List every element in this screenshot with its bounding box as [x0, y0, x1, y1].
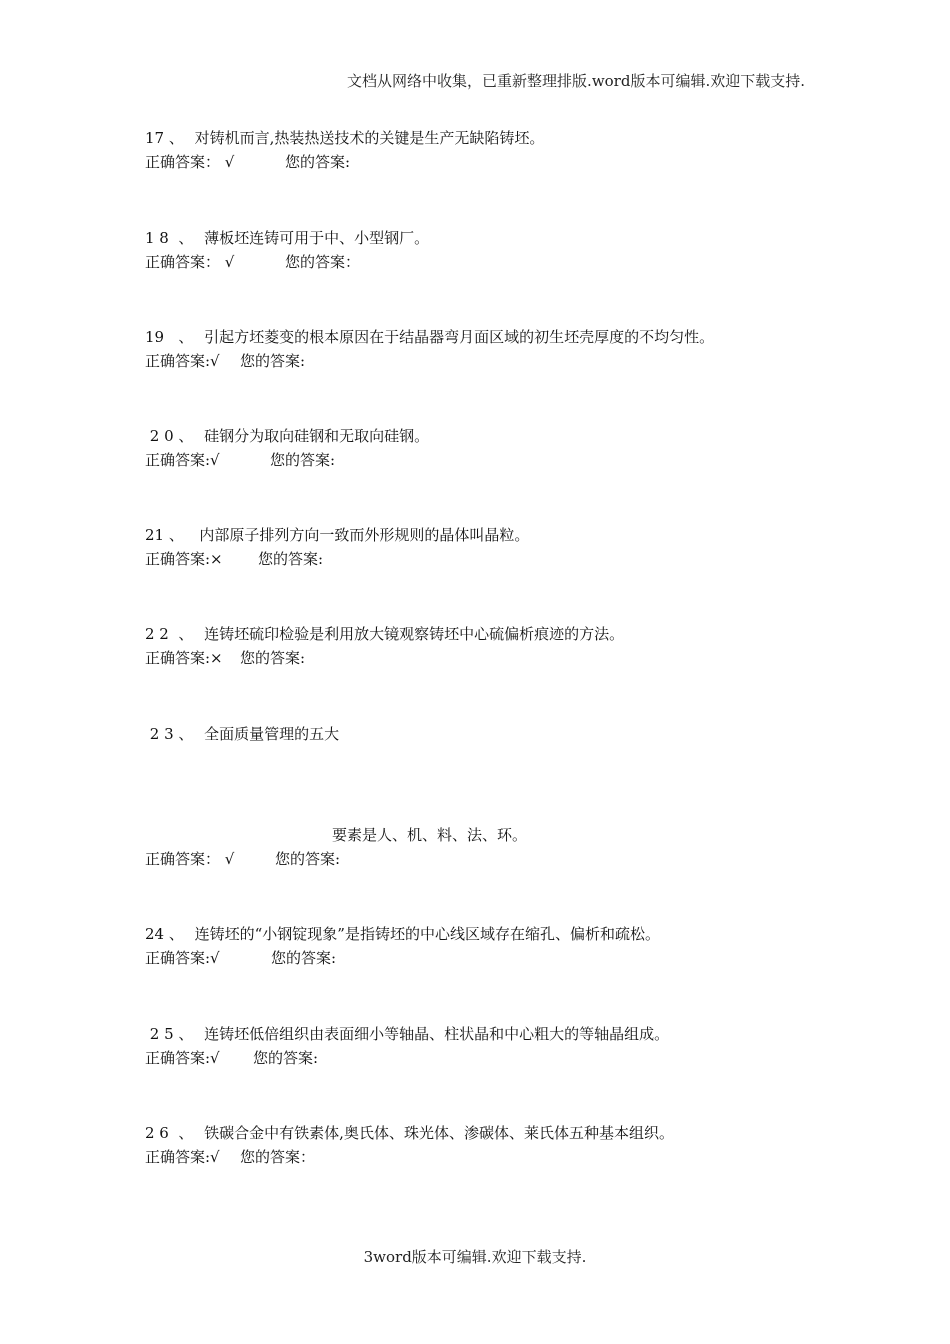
- correct-answer: 正确答案:√: [145, 1148, 220, 1166]
- question-line: [145, 325, 825, 349]
- question-text: 薄板坯连铸可用于中、小型钢厂。: [199, 229, 430, 247]
- question-19: [145, 325, 825, 373]
- question-number: 21 、: [145, 526, 184, 544]
- page-header: 文档从网络中收集，已重新整理排版.word版本可编辑.欢迎下载支持.: [347, 72, 805, 90]
- question-text: 连铸坯硫印检验是利用放大镜观察铸坯中心硫偏析痕迹的方法。: [199, 625, 625, 643]
- question-text: 硅钢分为取向硅钢和无取向硅钢。: [199, 427, 430, 445]
- question-24: [145, 922, 825, 970]
- question-number: 24 、: [145, 925, 184, 943]
- question-text: 连铸坯低倍组织由表面细小等轴晶、柱状晶和中心粗大的等轴晶组成。: [199, 1025, 670, 1043]
- question-text: 引起方坯菱变的根本原因在于结晶器弯月面区域的初生坯壳厚度的不均匀性。: [199, 328, 715, 346]
- your-answer: 您的答案:: [240, 649, 306, 667]
- answer-line: [145, 646, 825, 670]
- correct-answer: 正确答案:×: [145, 649, 223, 667]
- your-answer: 您的答案:: [270, 451, 336, 469]
- correct-answer: 正确答案:×: [145, 550, 223, 568]
- question-line: [145, 1121, 825, 1145]
- question-22: [145, 622, 825, 670]
- answer-line: [145, 448, 825, 472]
- question-25: [145, 1022, 825, 1070]
- correct-answer: 正确答案:√: [145, 451, 220, 469]
- correct-answer: 正确答案:√: [145, 1049, 220, 1067]
- question-18: [145, 226, 825, 274]
- question-text: 对铸机而言,热装热送技术的关键是生产无缺陷铸坯。: [189, 129, 545, 147]
- question-number: 1 8 、: [145, 229, 194, 247]
- question-number: 19 、: [145, 328, 194, 346]
- question-26: [145, 1121, 825, 1169]
- page-footer: 3word版本可编辑.欢迎下载支持.: [363, 1248, 587, 1266]
- question-number: 2 6 、: [145, 1124, 194, 1142]
- question-text: 铁碳合金中有铁素体,奥氏体、珠光体、渗碳体、莱氏体五种基本组织。: [199, 1124, 674, 1142]
- answer-line: [145, 150, 825, 174]
- your-answer: 您的答案:: [271, 949, 337, 967]
- question-number: 2 3 、: [145, 725, 194, 743]
- correct-answer: 正确答案:√: [145, 352, 220, 370]
- correct-answer: 正确答案： √: [145, 850, 235, 868]
- question-line: [145, 922, 825, 946]
- your-answer: 您的答案:: [275, 850, 341, 868]
- question-number: 2 5 、: [145, 1025, 194, 1043]
- question-number: 2 0 、: [145, 427, 194, 445]
- your-answer: 您的答案:: [240, 352, 306, 370]
- your-answer: 您的答案：: [240, 1148, 316, 1166]
- answer-line: [145, 847, 825, 871]
- answer-line: [145, 1046, 825, 1070]
- question-line: [145, 523, 825, 547]
- your-answer: 您的答案：: [285, 253, 361, 271]
- question-number: 2 2 、: [145, 625, 194, 643]
- question-23: [145, 722, 825, 746]
- question-21: [145, 523, 825, 571]
- correct-answer: 正确答案:√: [145, 949, 220, 967]
- question-line: [145, 424, 825, 448]
- answer-line: [145, 250, 825, 274]
- your-answer: 您的答案:: [258, 550, 324, 568]
- question-text-continuation: 要素是人、机、料、法、环。: [332, 826, 528, 844]
- correct-answer: 正确答案： √: [145, 153, 235, 171]
- question-text: 全面质量管理的五大: [199, 725, 340, 743]
- question-line: [145, 1022, 825, 1046]
- question-line: [145, 722, 825, 746]
- question-line: [145, 126, 825, 150]
- question-text: 连铸坯的“小钢锭现象”是指铸坯的中心线区域存在缩孔、偏析和疏松。: [189, 925, 660, 943]
- question-line: [145, 226, 825, 250]
- question-20: [145, 424, 825, 472]
- your-answer: 您的答案:: [253, 1049, 319, 1067]
- question-line: [145, 622, 825, 646]
- question-number: 17 、: [145, 129, 184, 147]
- your-answer: 您的答案:: [285, 153, 351, 171]
- answer-line: [145, 547, 825, 571]
- answer-line: [145, 946, 825, 970]
- answer-line: [145, 1145, 825, 1169]
- answer-line: [145, 349, 825, 373]
- question-text: 内部原子排列方向一致而外形规则的晶体叫晶粒。: [189, 526, 530, 544]
- question-23-answer: [145, 847, 825, 871]
- question-17: [145, 126, 825, 174]
- correct-answer: 正确答案： √: [145, 253, 235, 271]
